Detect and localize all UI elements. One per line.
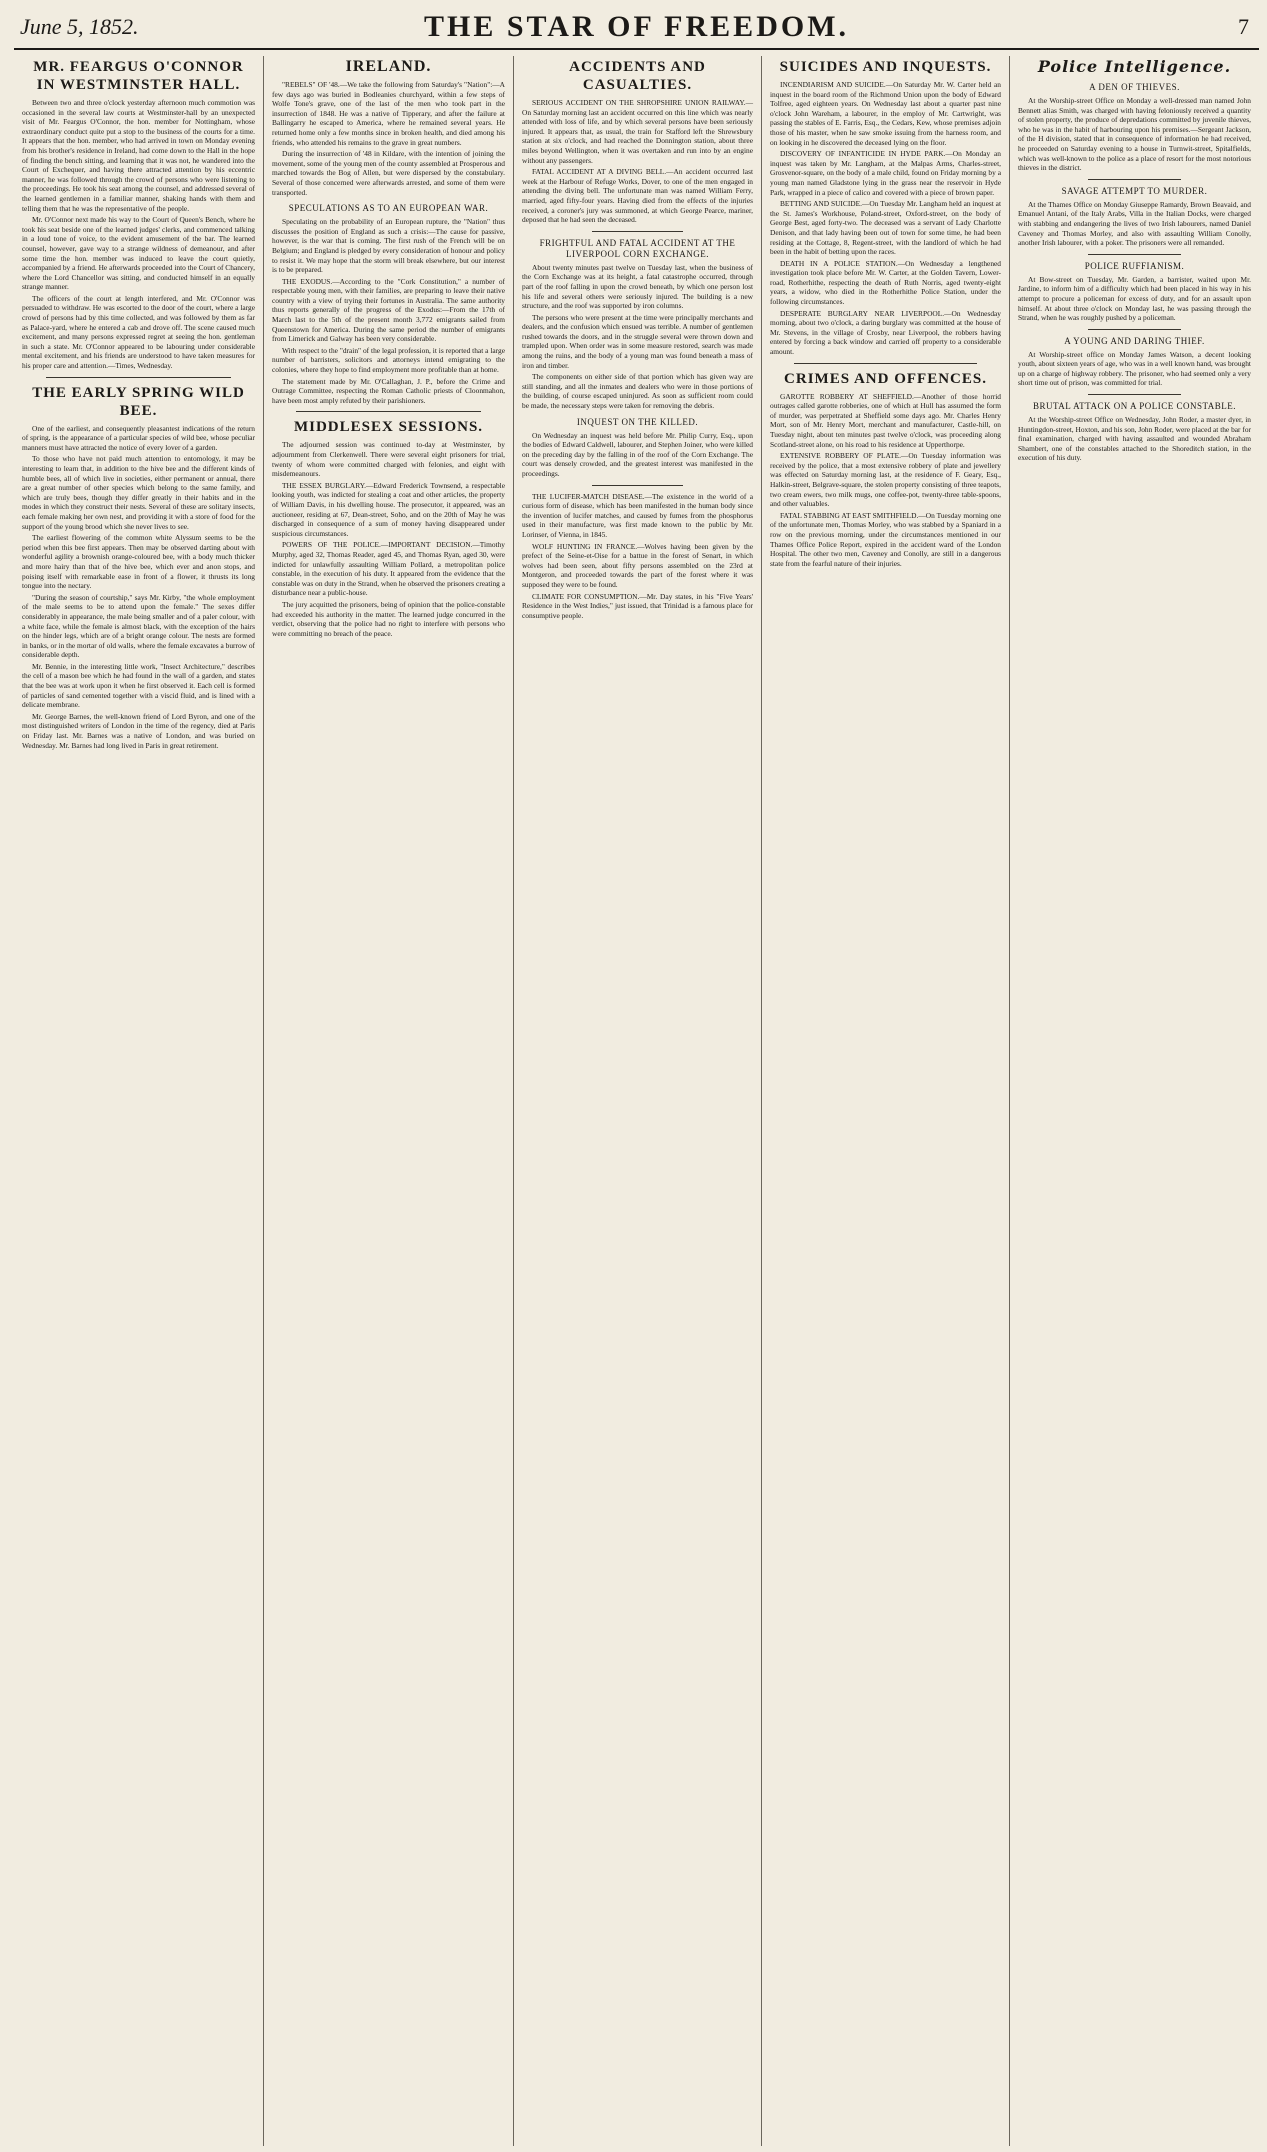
section-divider [46, 377, 231, 378]
article-paragraph: Speculating on the probability of an European rupture, the "Nation" thus discusses the position of England as such a crisis:—The cause for passive, however, is the war that is coming. The first rush of the French will be on Belgium; and England is pledged by every consideration of honour and policy to resist it. We may hope that the storm will break elsewhere, but our interest is to be prepared. [272, 217, 505, 275]
article-paragraph: The jury acquitted the prisoners, being of opinion that the police-constable had exceeded his authority in the matter. The learned judge concurred in the verdict, observing that the police had no right to interfere with persons who were committing no breach of the peace. [272, 599, 505, 638]
columns [14, 56, 1259, 2146]
newspaper-page [14, 8, 1259, 2146]
article-paragraph: WOLF HUNTING IN FRANCE.—Wolves having been given by the prefect of the Seine-et-Oise for a battue in the forest of Senart, in which wolves had been seen, about fifty persons assembled on the 23rd at Montgeron, and proceeded towards the part of the forest where it was supposed they were to be found. [522, 541, 753, 589]
article-paragraph: DEATH IN A POLICE STATION.—On Wednesday a lengthened investigation took place before Mr. W. Carter, at the Golden Tavern, Lower-road, Rotherhithe, respecting the death of Ruth Norris, aged twenty-eight years, a widow, who died in the Rotherhithe Police Station, under the following circumstances. [770, 258, 1001, 307]
article-paragraph: "During the season of courtship," says Mr. Kirby, "the whole employment of the male seems to be to attend upon the female." The sexes differ considerably in appearance, the male being smaller and of a paler colour, with a white face, while the female is almost black, with the exception of the hairs on the hinder legs, which are of a bright orange colour. The nests are formed in banks, or in the mortar of old walls, where the female excavates a burrow of considerable depth. [22, 592, 255, 660]
article-subheading: A DEN OF THIEVES. [1089, 82, 1180, 92]
article-subheading: BRUTAL ATTACK ON A POLICE CONSTABLE. [1032, 401, 1236, 412]
article-paragraph: BETTING AND SUICIDE.—On Tuesday Mr. Langham held an inquest at the St. James's Workhouse, Poland-street, Oxford-street, on the body of George Best, aged forty-two. The deceased was a servant of Lady Charlotte Denison, and that lady having been out of town for some time, he had been residing at the Cottage, 8, Regent-street, with the landlord of which he had been in the habit of betting upon the races. [770, 199, 1001, 257]
article-paragraph: DESPERATE BURGLARY NEAR LIVERPOOL.—On Wednesday morning, about two o'clock, a daring burglary was committed at the house of Mr. Stevens, in the village of Crosby, near Liverpool, the robbers having entered by forcing a back window and carried off property to a considerable amount. [770, 308, 1001, 357]
article-paragraph: FATAL ACCIDENT AT A DIVING BELL.—An accident occurred last week at the Harbour of Refuge Works, Dover, to one of the men engaged in attending the diving bell. The unfortunate man was named William Ferry, married, aged fifty-four years. Having died from the effects of the injuries received, a coroner's jury was summoned, at which George Pearce, mariner, deposed that he had seen the deceased. [522, 167, 753, 225]
article-paragraph: To those who have not paid much attention to entomology, it may be interesting to learn that, in addition to the hive bee and the different kinds of humble bees, all of which live in societies, either permanent or annual, there are a great number of other species which belong to the same family, and which are truly bees, though they differ greatly in their habits and in the modes in which they construct their nests. Several of these are solitary insects, each female making her own nest, and providing it with a store of food for the support of the young brood which she never lives to see. [22, 454, 255, 531]
article-paragraph: Mr. Bennie, in the interesting little work, "Insect Architecture," describes the cell of a mason bee which he had found in the wall of a garden, and states that the bee was at work upon it when he first observed it. Each cell is formed of particles of sand cemented together with a viscid fluid, and is lined with a delicate membrane. [22, 661, 255, 710]
article-heading: MR. FEARGUS O'CONNOR IN WESTMINSTER HALL. [33, 59, 244, 93]
newspaper-title: THE STAR OF FREEDOM. [423, 10, 850, 43]
article-paragraph: FATAL STABBING AT EAST SMITHFIELD.—On Tuesday morning one of the unfortunate men, Thomas Morley, who was stabbed by a Spaniard in a row on the previous morning, under the circumstances mentioned in our Thames Office Police Report, expired in the accident ward of the London Hospital. The other two men, Caveney and Conolly, are still in a dangerous state from the fearful nature of their injuries. [770, 510, 1001, 568]
column-1 [14, 56, 264, 2146]
article-paragraph: THE EXODUS.—According to the "Cork Constitution," a number of respectable young men, with their families, are preparing to leave their native country with a view of trying their fortunes in Australia. The same authority thus reports generally of the progress of the Exodus:—From the 17th of March last to the 5th of the present month 3,772 emigrants sailed from Queenstown for America. During the same period the number of emigrants from Limerick and Galway has been very considerable. [272, 276, 505, 344]
article-paragraph: On Wednesday an inquest was held before Mr. Philip Curry, Esq., upon the bodies of Edward Caldwell, labourer, and Stephen Joiner, who were killed on the preceding day by the falling in of the roof of the Corn Exchange. The court was densely crowded, and the greatest interest was manifested in the proceedings. [522, 430, 753, 478]
article-paragraph: "REBELS" OF '48.—We take the following from Saturday's "Nation":—A few days ago was buried in Bodleanies churchyard, within a few steps of Wolfe Tone's grave, one of the last of the men who took part in the insurrection of 1848. He was a native of Tipperary, and after the failure at Ballingarry he escaped to America, where he remained several years. He returned home only a few months since in broken health, and died among his friends, who attended his remains to the grave in great numbers. [272, 80, 505, 147]
article-paragraph: GAROTTE ROBBERY AT SHEFFIELD.—Another of those horrid outrages called garotte robberies, one of which at Hull has assumed the form of murder, was perpetrated at Sheffield some days ago. Mr. Charles Henry Mort, son of Mr. Henry Mort, merchant and manufacturer, Castle-hill, on Tuesday night, about ten minutes past twelve o'clock, was proceeding along Scotland-street alone, on his road to his residence at Upperthorpe. [770, 391, 1001, 449]
article-paragraph: The persons who were present at the time were principally merchants and dealers, and the confusion which ensued was terrible. A number of gentlemen rushed towards the doors, and in the struggle several were thrown down and trampled upon. When order was in some measure restored, search was made among the ruins, and the body of a young man was found beneath a mass of iron and timber. [522, 312, 753, 370]
article-paragraph: THE LUCIFER-MATCH DISEASE.—The existence in the world of a curious form of disease, which has been manifested in the human body since the invention of lucifer matches, and caused by fumes from the phosphorus used in their manufacture, was first made known to the public by Mr. Lorinser, of Vienna, in 1845. [522, 491, 753, 539]
article-paragraph: POWERS OF THE POLICE.—IMPORTANT DECISION.—Timothy Murphy, aged 32, Thomas Reader, aged 45, and Thomas Ryan, aged 30, were indicted for unlawfully assaulting William Pollard, a metropolitan police constable, in the execution of his duty. It appeared from the evidence that the constable was on duty in the Strand, when he observed the prisoners creating a disturbance near a public-house. [272, 540, 505, 598]
article-paragraph: EXTENSIVE ROBBERY OF PLATE.—On Tuesday information was received by the police, that a most extensive robbery of plate and jewellery was effected on Saturday morning last, at the residence of F. Geary, Esq., Halkin-street, Belgrave-square, the stolen property consisting of three teapots, two cream ewers, two milk mugs, one coffee-pot, twenty-three table-spoons, and other valuables. [770, 451, 1001, 509]
article-paragraph: DISCOVERY OF INFANTICIDE IN HYDE PARK.—On Monday an inquest was taken by Mr. Langham, at the Malpas Arms, Charles-street, Grosvenor-square, on the body of a male child, found on Friday morning by a young man named Gladstone lying in the grass near the reservoir in Hyde Park, wrapped in a piece of calico and covered with a piece of brown paper. [770, 149, 1001, 197]
article-paragraph: At Worship-street office on Monday James Watson, a decent looking youth, about sixteen years of age, who was in a well known hand, was brought up on a charge of highway robbery. The prisoner, who had seemed only a very short time out of prison, was committed for trial. [1018, 349, 1251, 388]
article-heading: MIDDLESEX SESSIONS. [293, 419, 484, 436]
page-number: 7 [1238, 14, 1249, 39]
section-divider [296, 411, 481, 412]
article-subheading: A YOUNG AND DARING THIEF. [1064, 335, 1205, 346]
section-divider [592, 231, 683, 232]
article-paragraph: The officers of the court at length interfered, and Mr. O'Connor was persuaded to withdraw. He was escorted to the door of the court, where a large crowd of persons had by this time collected, and was followed by them as far as Palace-yard, where he entered a cab and drove off. The scene caused much excitement, and many persons expressed regret at seeing the hon. gentleman in such a state. Mr. O'Connor appeared to be labouring under considerable mental excitement, and his friends are understood to have taken measures for his proper care and attention.—Times, Wednesday. [22, 293, 255, 371]
section-divider [1088, 179, 1181, 180]
article-paragraph: One of the earliest, and consequently pleasantest indications of the return of spring, is the appearance of a particular species of wild bee, whose peculiar manners must have attracted the notice of every lover of a garden. [22, 423, 255, 452]
article-paragraph: Between two and three o'clock yesterday afternoon much commotion was occasioned in the several law courts at Westminster-hall by an unexpected visit of Mr. Feargus O'Connor, the hon. member for Nottingham, whose extraordinary conduct quite put a stop to the business of the courts for a time. It appears that the hon. member, who had arrived in town on Monday evening from his brother's residence in Ireland, had come down to the Hall in the hope of finding the bench sitting, and learning that it was not, he wandered into the Court of Exchequer, and having there attracted attention by his eccentric manner, he was followed through the crowd of persons who were listening to the proceedings. He took his seat among the counsel, and addressed several of the learned gentlemen in a familiar manner, shaking hands with them and telling them that he was the representative of the people. [22, 98, 255, 213]
issue-date: June 5, 1852. [20, 14, 139, 39]
column-5 [1010, 56, 1259, 2146]
article-heading: Police Intelligence. [1037, 57, 1232, 76]
article-subheading: POLICE RUFFIANISM. [1084, 260, 1185, 271]
article-paragraph: The components on either side of that portion which has given way are still standing, and all the inmates and dealers who were in those portions of the building, of course escaped uninjured. As soon as sufficient room could be made, the necessary steps were taken for removing the debris. [522, 372, 753, 411]
article-heading: ACCIDENTS AND CASUALTIES. [569, 59, 706, 93]
article-paragraph: Mr. O'Connor next made his way to the Court of Queen's Bench, where he took his seat beside one of the learned judges' clerks, and commenced talking in a loud tone of voice, to the evident amusement of the bar. The learned counsel, however, gave way to a strange wildness of demeanour, and after some time the hon. member was induced to leave the court quietly, accompanied by a friend. He afterwards proceeded into the Court of Chancery, where the Lord Chancellor was sitting, and conducted himself in an equally strange manner. [22, 215, 255, 292]
article-subheading: INQUEST ON THE KILLED. [576, 416, 699, 427]
article-heading: IRELAND. [345, 58, 432, 75]
column-3 [514, 56, 762, 2146]
article-subheading: SPECULATIONS AS TO AN EUROPEAN WAR. [288, 203, 489, 214]
article-paragraph: About twenty minutes past twelve on Tuesday last, when the business of the Corn Exchange was at its height, a fatal catastrophe occurred, through part of the roof falling in upon the crowd beneath, by which one person lost his life and several others were seriously injured. The building is a new structure, and the roof was supported by iron columns. [522, 262, 753, 311]
article-paragraph: During the insurrection of '48 in Kildare, with the intention of joining the movement, some of the young men of the county assembled at Prosperous and marched towards the Bog of Allen, but were dispersed by the constabulary. Several of those concerned were afterwards arrested, and some of them were transported. [272, 149, 505, 197]
section-divider [1088, 394, 1181, 395]
section-divider [1088, 329, 1181, 330]
article-paragraph: Mr. George Barnes, the well-known friend of Lord Byron, and one of the most distinguished writers of London in the time of the regency, died at Paris on Friday last. Mr. Barnes was a native of London, and was buried on Wednesday. Mr. Barnes had long lived in Paris in great retirement. [22, 711, 255, 750]
masthead [14, 8, 1259, 50]
article-paragraph: At the Thames Office on Monday Giuseppe Ramardy, Brown Beavaid, and Emanuel Antani, of the Italy Arabs, Villa in the Italian Docks, were charged with stabbing and endangering the lives of two Irish labourers, named Daniel Caveney and Thomas Morley, and also with assaulting William Conolly, another Irish labourer, with a poker. The prisoners were all remanded. [1018, 199, 1251, 248]
article-heading: SUICIDES AND INQUESTS. [779, 59, 992, 75]
article-paragraph: CLIMATE FOR CONSUMPTION.—Mr. Day states, in his "Five Years' Residence in the West Indies," just issued, that Trinidad is a famous place for consumptive people. [522, 591, 753, 620]
article-paragraph: SERIOUS ACCIDENT ON THE SHROPSHIRE UNION RAILWAY.—On Saturday morning last an accident occurred on this line which was nearly attended with loss of life, and by which several persons have been seriously injured. It appears that, as usual, the train for Stafford left the Shrewsbury station at six o'clock, and had reached the Donnington station, about three miles beyond Wellington, when it was overtaken and run into by an engine without any passengers. [522, 98, 753, 165]
article-paragraph: INCENDIARISM AND SUICIDE.—On Saturday Mr. W. Carter held an inquest in the board room of the Richmond Union upon the body of Edward Tolfree, aged eighteen years. On Wednesday last about a quarter past nine o'clock John Wareham, a labourer, in the employ of Mr. Cartwright, was passing the stables of E. Farris, Esq., the Cedars, Kew, whose premises adjoin those of his master, when he saw smoke issuing from the harness room, and on looking in he discovered the deceased lying on the floor. [770, 80, 1001, 147]
article-paragraph: At the Worship-street Office on Wednesday, John Roder, a master dyer, in Huntingdon-street, Hoxton, and his son, John Roder, were placed at the bar for final examination, charged with having assaulted and wounded Abraham Shambert, one of the constables attached to the Shoreditch station, in the execution of his duty. [1018, 415, 1251, 463]
article-paragraph: At the Worship-street Office on Monday a well-dressed man named John Bennett alias Smith, was charged with having feloniously received a quantity of stolen property, the produce of depredations committed by juvenile thieves, who he was in the habit of harbouring upon his premises.—Sergeant Jackson, of the H division, stated that in consequence of information he had received, he proceeded on Saturday evening to a house in Turnwit-street, Spitalfields, which was well-known to the police as a place of resort for the most notorious thieves in the district. [1018, 96, 1251, 173]
section-divider [794, 363, 977, 364]
section-divider [592, 485, 683, 486]
article-heading: THE EARLY SPRING WILD BEE. [32, 384, 245, 419]
article-paragraph: The adjourned session was continued to-day at Westminster, by adjournment from Clerkenwell. There were several eight prisoners for trial, twenty of whom were committed charged with felonies, and eight with misdemeanours. [272, 440, 505, 479]
article-paragraph: THE ESSEX BURGLARY.—Edward Frederick Townsend, a respectable looking youth, was indicted for stealing a coat and other articles, the property of William Davis, in his dwelling house. The prosecutor, it appeared, was an auctioneer, residing at 67, Dean-street, Soho, and on the 20th of May he was discharged in consequence of a sum of money having disappeared under suspicious circumstances. [272, 480, 505, 538]
section-divider [1088, 254, 1181, 255]
article-paragraph: The earliest flowering of the common white Alyssum seems to be the period when this bee first appears. Then may be observed darting about with wonderful agility a brownish orange-coloured bee, with a body much thicker and more hairy than that of the hive bee, which ever and anon stops, and poising itself with remarkable ease in front of a flower, it thrusts its long tongue into the nectary. [22, 533, 255, 591]
article-paragraph: With respect to the "drain" of the legal profession, it is reported that a large number of barristers, solicitors and attorneys intend emigrating to the colonies, where they hope to find employment more profitable than at home. [272, 345, 505, 375]
article-heading: CRIMES AND OFFENCES. [784, 370, 987, 387]
article-subheading: FRIGHTFUL AND FATAL ACCIDENT AT THE LIVERPOOL CORN EXCHANGE. [539, 237, 736, 259]
article-subheading: SAVAGE ATTEMPT TO MURDER. [1061, 185, 1208, 196]
article-paragraph: At Bow-street on Tuesday, Mr. Garden, a barrister, waited upon Mr. Jardine, to inform him of a difficulty which had been placed in his way in his attempt to procure a policeman for excess of duty, and for an assault upon himself. At about three o'clock on Monday last, he was passing through the Strand, when he was roughly pushed by a policeman. [1018, 274, 1251, 323]
column-4 [762, 56, 1010, 2146]
column-2 [264, 56, 514, 2146]
article-paragraph: The statement made by Mr. O'Callaghan, J. P., before the Crime and Outrage Committee, respecting the Roman Catholic priests of Cloonmahon, have been most amply refuted by their parishioners. [272, 376, 505, 405]
